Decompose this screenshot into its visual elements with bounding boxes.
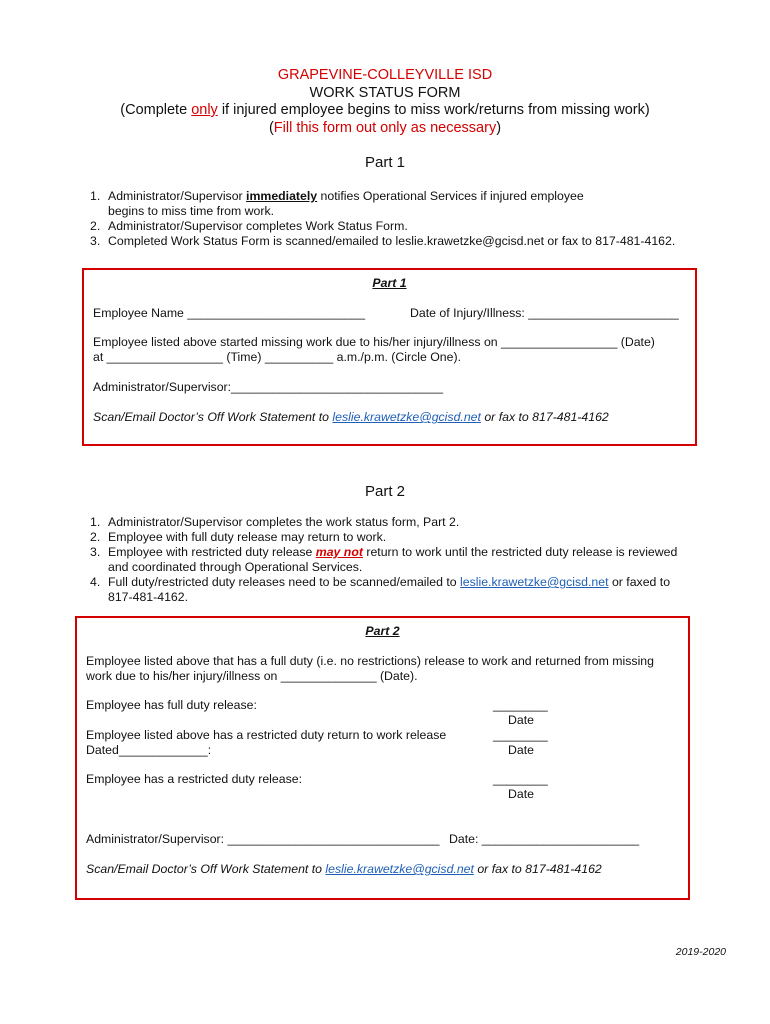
scan-note-post: or fax to 817-481-4162 (480, 410, 609, 424)
email-link[interactable]: leslie.krawetzke@gcisd.net (325, 862, 474, 876)
admin-supervisor-field[interactable]: Administrator/Supervisor:_______________________________ (93, 380, 444, 394)
full-duty-line2[interactable]: work due to his/her injury/illness on ______________ (Date). (86, 669, 418, 683)
part1-box-title: Part 1 (372, 276, 407, 290)
part2-step-num: 2. (90, 530, 101, 544)
step-emphasis: immediately (246, 189, 318, 203)
note-close: ) (496, 120, 502, 136)
note-text: Fill this form out only as necessary (273, 120, 497, 136)
part2-heading: Part 2 (364, 483, 406, 500)
date-label: Date (508, 713, 534, 727)
note-open: ( (268, 120, 274, 136)
admin-supervisor-field[interactable]: Administrator/Supervisor: _______________________________ (86, 832, 440, 846)
part1-step-num: 2. (90, 219, 101, 233)
part1-step-1-line2: begins to miss time from work. (108, 204, 275, 218)
step-text-pre: Employee with restricted duty release (108, 545, 316, 559)
step-text-pre: Administrator/Supervisor (108, 189, 247, 203)
footer-year: 2019-2020 (675, 946, 726, 958)
part2-step-num: 4. (90, 575, 101, 589)
part2-step-4 (108, 575, 670, 590)
restricted-line1: Employee listed above has a restricted duty return to work release (86, 728, 447, 742)
step-emphasis: may not (315, 545, 363, 559)
part1-step-1 (108, 189, 584, 204)
full-release-label: Employee has full duty release: (86, 698, 257, 712)
full-duty-line1: Employee listed above that has a full duty (i.e. no restrictions) release to work and returned from missing (86, 654, 654, 668)
part2-step-3-line2: and coordinated through Operational Services. (108, 560, 363, 574)
part1-step-num: 3. (90, 234, 101, 248)
part1-step-num: 1. (90, 189, 101, 203)
step-text-post: or faxed to (608, 575, 671, 589)
missing-work-line2[interactable]: at _________________ (Time) __________ a.m./p.m. (Circle One). (93, 350, 461, 364)
org-name: GRAPEVINE-COLLEYVILLE ISD (277, 67, 493, 83)
date-label: Date (508, 787, 534, 801)
restricted-date-blank[interactable]: ________ (493, 728, 548, 742)
part2-step-num: 1. (90, 515, 101, 529)
part2-box-title: Part 2 (365, 624, 400, 638)
form-title: WORK STATUS FORM (309, 85, 461, 101)
subtitle-post: if injured employee begins to miss work/returns from missing work) (217, 102, 650, 118)
restricted-release-label: Employee has a restricted duty release: (86, 772, 302, 786)
restricted-dated-field[interactable]: Dated_____________: (86, 743, 212, 757)
part2-step-1: Administrator/Supervisor completes the work status form, Part 2. (108, 515, 460, 529)
part2-step-4-line2: 817-481-4162. (108, 590, 188, 604)
full-release-date-blank[interactable]: ________ (493, 698, 548, 712)
email-link[interactable]: leslie.krawetzke@gcisd.net (332, 410, 481, 424)
step-text-post: notifies Operational Services if injured employee (317, 189, 584, 203)
step-text-post: return to work until the restricted duty release is reviewed (362, 545, 678, 559)
part2-step-3 (108, 545, 677, 560)
scan-note-pre: Scan/Email Doctor’s Off Work Statement to (93, 410, 333, 424)
form-note (0, 119, 770, 137)
part2-step-2: Employee with full duty release may return to work. (108, 530, 387, 544)
missing-work-line1[interactable]: Employee listed above started missing work due to his/her injury/illness on _________________ (Date) (93, 335, 655, 349)
subtitle-only: only (191, 102, 218, 118)
part1-step-3: Completed Work Status Form is scanned/emailed to leslie.krawetzke@gcisd.net or fax to 817-481-4162. (108, 234, 676, 248)
scan-email-note (86, 862, 602, 877)
restricted-release-date-blank[interactable]: ________ (493, 772, 548, 786)
step-text-pre: Full duty/restricted duty releases need to be scanned/emailed to (108, 575, 461, 589)
part1-heading: Part 1 (364, 154, 406, 171)
date-of-injury-field[interactable]: Date of Injury/Illness: ______________________ (410, 306, 679, 320)
date-field[interactable]: Date: _______________________ (449, 832, 640, 846)
scan-email-note (93, 410, 609, 425)
employee-name-field[interactable]: Employee Name __________________________ (93, 306, 366, 320)
part1-step-2: Administrator/Supervisor completes Work Status Form. (108, 219, 408, 233)
subtitle-pre: (Complete (120, 102, 192, 118)
scan-note-pre: Scan/Email Doctor’s Off Work Statement to (86, 862, 326, 876)
scan-note-post: or fax to 817-481-4162 (473, 862, 602, 876)
part2-step-num: 3. (90, 545, 101, 559)
date-label: Date (508, 743, 534, 757)
form-subtitle (0, 101, 770, 119)
email-link[interactable]: leslie.krawetzke@gcisd.net (460, 575, 609, 589)
